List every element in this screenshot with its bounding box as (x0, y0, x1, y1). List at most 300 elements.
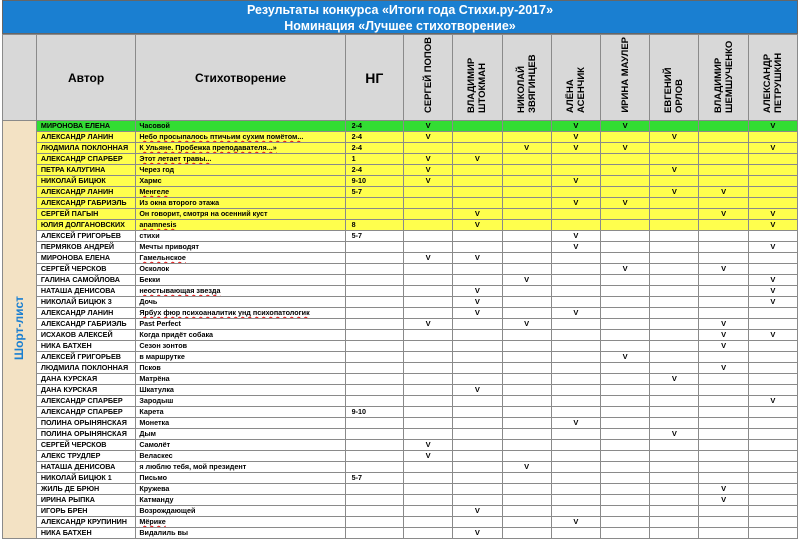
vote-cell (502, 506, 551, 517)
vote-cell (551, 297, 600, 308)
table-row (3, 528, 798, 539)
vote-cell (551, 484, 600, 495)
vote-mark: V (425, 165, 431, 174)
ng-cell (345, 517, 403, 528)
author-cell: ЛЮДМИЛА ПОКЛОННАЯ (36, 363, 136, 374)
vote-cell (748, 341, 797, 352)
vote-cell (748, 319, 797, 330)
vote-cell (502, 418, 551, 429)
vote-cell (748, 484, 797, 495)
vote-cell (551, 352, 600, 363)
author-cell: НИКА БАТХЕН (36, 528, 136, 539)
vote-cell (699, 253, 748, 264)
juror-header-popov: СЕРГЕЙ ПОПОВ (404, 35, 453, 121)
juror-header-shemshuchenko: ВЛАДИМИР ШЕМШУЧЕНКО (699, 35, 748, 121)
vote-cell (699, 418, 748, 429)
poem-cell: Часовой (136, 121, 345, 132)
vote-cell (699, 363, 748, 374)
vote-cell (404, 154, 453, 165)
vote-cell (404, 132, 453, 143)
vote-cell (650, 495, 699, 506)
vote-mark: V (425, 253, 431, 262)
poem-cell: Видалиль вы (136, 528, 345, 539)
author-cell: ПЕТРА КАЛУГИНА (36, 165, 136, 176)
vote-cell (502, 374, 551, 385)
vote-cell (551, 330, 600, 341)
ng-cell (345, 385, 403, 396)
poem-cell: Самолёт (136, 440, 345, 451)
vote-cell (502, 407, 551, 418)
vote-cell (601, 352, 650, 363)
author-cell: НАТАША ДЕНИСОВА (36, 462, 136, 473)
vote-cell (699, 440, 748, 451)
vote-mark: V (770, 297, 776, 306)
vote-cell (748, 495, 797, 506)
vote-cell (601, 418, 650, 429)
vote-cell (453, 209, 502, 220)
poem-cell: Матрёна (136, 374, 345, 385)
table-row (3, 209, 798, 220)
author-cell: ИРИНА РЫПКА (36, 495, 136, 506)
vote-cell (453, 187, 502, 198)
vote-cell (453, 143, 502, 154)
vote-mark: V (524, 143, 530, 152)
vote-cell (551, 418, 600, 429)
vote-cell (502, 121, 551, 132)
vote-cell (404, 396, 453, 407)
vote-cell (601, 264, 650, 275)
vote-cell (453, 341, 502, 352)
table-row (3, 429, 798, 440)
ng-cell: 5-7 (345, 187, 403, 198)
header-row (3, 35, 798, 121)
vote-cell (404, 418, 453, 429)
vote-mark: V (770, 209, 776, 218)
vote-cell (502, 528, 551, 539)
table-row (3, 154, 798, 165)
vote-mark: V (770, 330, 776, 339)
vote-cell (502, 385, 551, 396)
vote-cell (404, 407, 453, 418)
vote-cell (551, 209, 600, 220)
poem-cell: Сезон зонтов (136, 341, 345, 352)
ng-cell (345, 484, 403, 495)
vote-cell (650, 209, 699, 220)
table-row (3, 264, 798, 275)
vote-cell (453, 220, 502, 231)
vote-cell (551, 363, 600, 374)
poem-cell: я люблю тебя, мой президент (136, 462, 345, 473)
vote-cell (650, 176, 699, 187)
vote-cell (699, 462, 748, 473)
juror-header-mauler: ИРИНА МАУЛЕР (601, 35, 650, 121)
vote-mark: V (524, 275, 530, 284)
vote-cell (601, 407, 650, 418)
vote-cell (650, 484, 699, 495)
vote-mark: V (573, 308, 579, 317)
vote-cell (453, 407, 502, 418)
vote-cell (650, 242, 699, 253)
vote-mark: V (474, 385, 480, 394)
vote-cell (748, 363, 797, 374)
vote-cell (551, 407, 600, 418)
vote-cell (453, 363, 502, 374)
vote-cell (551, 462, 600, 473)
vote-cell (404, 143, 453, 154)
ng-cell (345, 451, 403, 462)
vote-cell (551, 187, 600, 198)
vote-mark: V (622, 121, 628, 130)
vote-cell (748, 143, 797, 154)
vote-cell (650, 330, 699, 341)
vote-cell (551, 429, 600, 440)
vote-cell (404, 242, 453, 253)
vote-cell (699, 330, 748, 341)
table-row (3, 440, 798, 451)
vote-mark: V (770, 242, 776, 251)
author-cell: СЕРГЕЙ ЧЕРСКОВ (36, 440, 136, 451)
vote-cell (601, 132, 650, 143)
vote-mark: V (721, 495, 727, 504)
ng-cell (345, 528, 403, 539)
table-row (3, 319, 798, 330)
vote-cell (551, 374, 600, 385)
ng-cell (345, 396, 403, 407)
vote-cell (650, 407, 699, 418)
ng-cell (345, 319, 403, 330)
ng-cell (345, 330, 403, 341)
author-cell: ГАЛИНА САМОЙЛОВА (36, 275, 136, 286)
vote-cell (650, 418, 699, 429)
vote-mark: V (622, 143, 628, 152)
vote-cell (453, 319, 502, 330)
vote-mark: V (573, 198, 579, 207)
vote-cell (699, 165, 748, 176)
ng-cell (345, 242, 403, 253)
vote-cell (453, 242, 502, 253)
vote-cell (748, 429, 797, 440)
table-row (3, 165, 798, 176)
vote-cell (748, 352, 797, 363)
vote-cell (650, 198, 699, 209)
vote-cell (404, 330, 453, 341)
vote-cell (650, 396, 699, 407)
vote-cell (748, 242, 797, 253)
vote-cell (650, 220, 699, 231)
vote-mark: V (721, 187, 727, 196)
vote-cell (551, 517, 600, 528)
vote-cell (748, 297, 797, 308)
vote-cell (650, 352, 699, 363)
vote-cell (502, 220, 551, 231)
vote-cell (551, 396, 600, 407)
poem-cell: К Ульяне. Пробежка преподавателя...» (136, 143, 345, 154)
vote-cell (502, 473, 551, 484)
vote-cell (551, 319, 600, 330)
poem-header: Стихотворение (136, 35, 345, 121)
vote-cell (748, 473, 797, 484)
vote-mark: V (425, 319, 431, 328)
vote-cell (601, 242, 650, 253)
vote-cell (748, 220, 797, 231)
vote-cell (650, 429, 699, 440)
vote-cell (699, 176, 748, 187)
ng-cell (345, 198, 403, 209)
vote-cell (404, 451, 453, 462)
vote-cell (699, 352, 748, 363)
vote-mark: V (474, 253, 480, 262)
vote-cell (453, 506, 502, 517)
vote-cell (502, 495, 551, 506)
vote-cell (699, 341, 748, 352)
vote-cell (699, 154, 748, 165)
vote-cell (650, 143, 699, 154)
vote-cell (453, 418, 502, 429)
ng-cell (345, 209, 403, 220)
vote-mark: V (721, 341, 727, 350)
author-cell: НИКА БАТХЕН (36, 341, 136, 352)
vote-cell (551, 440, 600, 451)
poem-cell: Этот летает травы... (136, 154, 345, 165)
vote-cell (601, 440, 650, 451)
table-row (3, 506, 798, 517)
author-cell: НИКОЛАЙ БИЦЮК (36, 176, 136, 187)
ng-cell (345, 286, 403, 297)
author-cell: ПОЛИНА ОРЫНЯНСКАЯ (36, 418, 136, 429)
vote-cell (699, 451, 748, 462)
vote-cell (453, 440, 502, 451)
author-cell: ДАНА КУРСКАЯ (36, 374, 136, 385)
author-cell: АЛЕКСАНДР ГАБРИЭЛЬ (36, 198, 136, 209)
vote-cell (601, 429, 650, 440)
author-cell: ДАНА КУРСКАЯ (36, 385, 136, 396)
ng-cell (345, 341, 403, 352)
vote-cell (453, 495, 502, 506)
vote-cell (502, 231, 551, 242)
vote-cell (748, 165, 797, 176)
vote-cell (502, 341, 551, 352)
vote-cell (650, 231, 699, 242)
vote-cell (748, 176, 797, 187)
vote-cell (650, 374, 699, 385)
ng-cell (345, 264, 403, 275)
vote-cell (601, 231, 650, 242)
vote-cell (404, 165, 453, 176)
vote-cell (551, 132, 600, 143)
vote-cell (404, 319, 453, 330)
vote-cell (748, 462, 797, 473)
vote-cell (601, 451, 650, 462)
vote-mark: V (524, 462, 530, 471)
results-title (2, 0, 798, 34)
vote-cell (404, 484, 453, 495)
vote-mark: V (425, 121, 431, 130)
vote-cell (404, 495, 453, 506)
vote-cell (650, 517, 699, 528)
table-row (3, 341, 798, 352)
poem-cell: Письмо (136, 473, 345, 484)
author-cell: ПЕРМЯКОВ АНДРЕЙ (36, 242, 136, 253)
vote-cell (551, 308, 600, 319)
vote-cell (404, 231, 453, 242)
vote-mark: V (474, 308, 480, 317)
poem-cell: Мёрике (136, 517, 345, 528)
vote-mark: V (721, 484, 727, 493)
vote-cell (551, 121, 600, 132)
vote-cell (404, 385, 453, 396)
vote-cell (502, 253, 551, 264)
results-body (3, 121, 798, 539)
table-row (3, 363, 798, 374)
vote-cell (502, 484, 551, 495)
vote-cell (453, 396, 502, 407)
juror-header-zvyagintsev: НИКОЛАЙ ЗВЯГИНЦЕВ (502, 35, 551, 121)
vote-cell (748, 451, 797, 462)
author-cell: МИРОНОВА ЕЛЕНА (36, 121, 136, 132)
vote-cell (748, 275, 797, 286)
ng-cell: 5-7 (345, 231, 403, 242)
vote-cell (404, 176, 453, 187)
ng-cell (345, 363, 403, 374)
vote-cell (551, 165, 600, 176)
vote-cell (748, 253, 797, 264)
vote-mark: V (721, 330, 727, 339)
author-cell: АЛЕКСАНДР ЛАНИН (36, 132, 136, 143)
table-row (3, 297, 798, 308)
poem-cell: Из окна второго этажа (136, 198, 345, 209)
vote-cell (748, 286, 797, 297)
vote-mark: V (425, 176, 431, 185)
vote-cell (699, 495, 748, 506)
ng-cell (345, 352, 403, 363)
poem-cell: anamnesis (136, 220, 345, 231)
vote-mark: V (721, 209, 727, 218)
ng-cell: 2-4 (345, 121, 403, 132)
vote-cell (748, 418, 797, 429)
vote-cell (502, 352, 551, 363)
poem-cell: Катманду (136, 495, 345, 506)
vote-cell (453, 352, 502, 363)
vote-cell (453, 176, 502, 187)
vote-cell (502, 132, 551, 143)
table-row (3, 352, 798, 363)
vote-cell (748, 231, 797, 242)
vote-cell (551, 198, 600, 209)
table-row (3, 231, 798, 242)
vote-cell (502, 396, 551, 407)
vote-cell (748, 440, 797, 451)
juror-header-petrushkin: АЛЕКСАНДР ПЕТРУШКИН (748, 35, 797, 121)
vote-mark: V (721, 363, 727, 372)
author-cell: ПОЛИНА ОРЫНЯНСКАЯ (36, 429, 136, 440)
vote-cell (748, 330, 797, 341)
author-cell: АЛЕКСАНДР СПАРБЕР (36, 396, 136, 407)
vote-cell (699, 319, 748, 330)
vote-mark: V (770, 143, 776, 152)
table-row (3, 198, 798, 209)
ng-cell (345, 429, 403, 440)
vote-cell (404, 352, 453, 363)
vote-cell (699, 121, 748, 132)
vote-cell (699, 143, 748, 154)
vote-cell (404, 220, 453, 231)
poem-cell: Небо просыпалось птичьим сухим помётом... (136, 132, 345, 143)
vote-cell (453, 121, 502, 132)
vote-cell (650, 132, 699, 143)
vote-mark: V (770, 286, 776, 295)
vote-cell (453, 451, 502, 462)
vote-cell (601, 154, 650, 165)
vote-cell (404, 528, 453, 539)
table-row (3, 396, 798, 407)
ng-cell: 8 (345, 220, 403, 231)
vote-cell (601, 495, 650, 506)
vote-cell (650, 264, 699, 275)
vote-cell (404, 374, 453, 385)
vote-cell (748, 187, 797, 198)
vote-cell (601, 286, 650, 297)
vote-cell (404, 506, 453, 517)
vote-cell (502, 242, 551, 253)
vote-cell (453, 473, 502, 484)
author-cell: ЛЮДМИЛА ПОКЛОННАЯ (36, 143, 136, 154)
vote-cell (699, 396, 748, 407)
ng-cell: 2-4 (345, 165, 403, 176)
author-cell: АЛЕКСАНДР КРУПИНИН (36, 517, 136, 528)
table-row (3, 407, 798, 418)
vote-cell (748, 385, 797, 396)
vote-cell (453, 275, 502, 286)
vote-cell (601, 209, 650, 220)
vote-cell (699, 242, 748, 253)
vote-cell (404, 286, 453, 297)
vote-cell (502, 187, 551, 198)
vote-cell (601, 385, 650, 396)
shortlist-label: Шорт-лист (3, 121, 37, 539)
title-line-2: Номинация «Лучшее стихотворение» (284, 19, 516, 33)
table-row (3, 462, 798, 473)
table-row (3, 418, 798, 429)
vote-cell (748, 264, 797, 275)
vote-cell (404, 473, 453, 484)
vote-cell (453, 330, 502, 341)
author-header: Автор (36, 35, 136, 121)
poem-cell: Мечты приводят (136, 242, 345, 253)
vote-cell (601, 176, 650, 187)
vote-cell (404, 341, 453, 352)
vote-cell (748, 198, 797, 209)
vote-cell (699, 220, 748, 231)
vote-cell (551, 220, 600, 231)
vote-cell (699, 297, 748, 308)
vote-cell (502, 451, 551, 462)
vote-cell (601, 374, 650, 385)
vote-mark: V (425, 451, 431, 460)
table-row (3, 187, 798, 198)
vote-cell (453, 286, 502, 297)
poem-cell: стихи (136, 231, 345, 242)
vote-cell (748, 407, 797, 418)
vote-mark: V (474, 528, 480, 537)
vote-cell (699, 517, 748, 528)
vote-cell (748, 154, 797, 165)
vote-cell (699, 231, 748, 242)
poem-cell: Дочь (136, 297, 345, 308)
vote-cell (502, 308, 551, 319)
vote-mark: V (721, 264, 727, 273)
table-row (3, 517, 798, 528)
vote-mark: V (573, 143, 579, 152)
